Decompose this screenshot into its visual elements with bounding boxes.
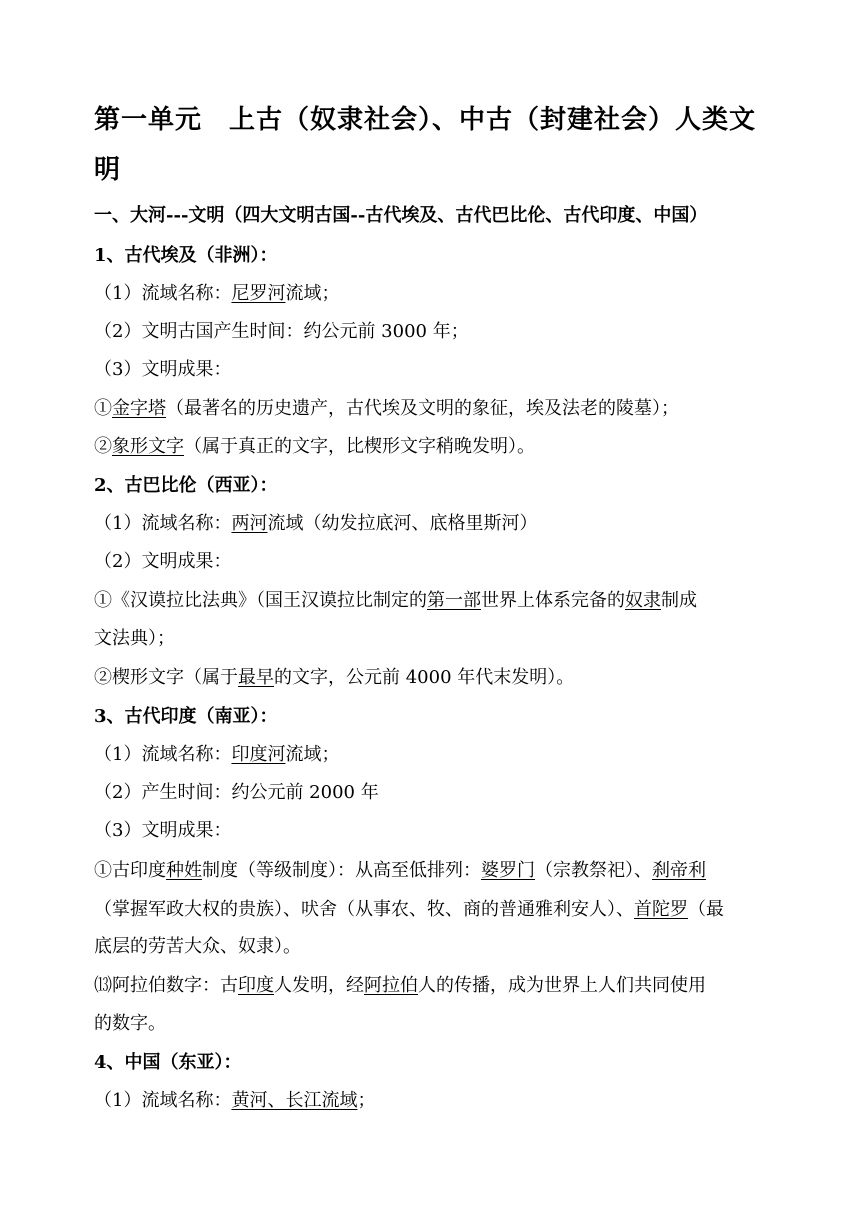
india-time: （2）产生时间：约公元前 2000 年 (94, 782, 379, 803)
text: 流域（幼发拉底河、底格里斯河） (267, 513, 538, 534)
section-heading: 一、大河---文明（四大文明古国--古代埃及、古代巴比伦、古代印度、中国） (94, 205, 708, 226)
text: （最 (688, 899, 724, 920)
text: ⒀阿拉伯数字：古 (94, 975, 238, 996)
text: ②楔形文字（属于 (94, 667, 238, 688)
text: （宗教祭祀）、 (535, 860, 652, 881)
india-item-2-cont: 的数字。 (94, 1013, 166, 1034)
underlined-term: 黄河、长江流域 (231, 1090, 358, 1111)
underlined-term: 印度 (238, 975, 274, 996)
text: 流域； (285, 283, 340, 304)
india-item-2 (94, 974, 706, 998)
underlined-term: 尼罗河 (231, 283, 286, 304)
underlined-term: 婆罗门 (481, 860, 535, 881)
label: （1）流域名称： (94, 744, 232, 765)
text: 人发明，经 (274, 975, 364, 996)
egypt-basin (94, 282, 339, 306)
text: 世界上体系完备的 (481, 590, 625, 611)
text: ； (357, 1090, 376, 1111)
underlined-term: 最早 (238, 667, 274, 688)
babylon-item-1 (94, 589, 697, 613)
underlined-term: 第一部 (427, 590, 481, 611)
india-item-1 (94, 859, 706, 883)
text: （属于真正的文字，比楔形文字稍晚发明）。 (184, 436, 535, 457)
babylon-heading: 2、古巴比伦（西亚）： (94, 475, 278, 496)
marker: ① (94, 398, 112, 419)
egypt-item-1 (94, 397, 679, 421)
label: （1）流域名称： (94, 513, 232, 534)
text: 人的传播，成为世界上人们共同使用 (418, 975, 706, 996)
underlined-term: 两河 (231, 513, 268, 534)
underlined-term: 印度河 (231, 744, 286, 765)
underlined-term: 种姓 (166, 860, 202, 881)
babylon-basin (94, 512, 537, 536)
egypt-time: （2）文明古国产生时间：约公元前 3000 年； (94, 321, 469, 342)
marker: ② (94, 436, 112, 457)
unit-title: 第一单元 上古（奴隶社会）、中古（封建社会）人类文 (94, 105, 757, 135)
text: 的文字，公元前 4000 年代末发明）。 (274, 667, 575, 688)
unit-title-cont: 明 (94, 155, 122, 185)
underlined-term: 象形文字 (112, 436, 184, 457)
india-item-1-cont (94, 898, 724, 922)
underlined-term: 阿拉伯 (364, 975, 418, 996)
babylon-achievements-label: （2）文明成果： (94, 551, 232, 572)
underlined-term: 金字塔 (112, 398, 166, 419)
india-basin (94, 743, 339, 767)
china-basin (94, 1089, 375, 1113)
egypt-achievements-label: （3）文明成果： (94, 359, 232, 380)
india-item-1-cont-2: 底层的劳苦大众、奴隶）。 (94, 936, 301, 957)
babylon-item-1-cont: 文法典）； (94, 628, 175, 649)
underlined-term: 刹帝利 (652, 860, 706, 881)
text: ①《汉谟拉比法典》（国王汉谟拉比制定的 (94, 590, 427, 611)
babylon-item-2 (94, 666, 574, 690)
text: 流域； (285, 744, 340, 765)
text: 制成 (661, 590, 697, 611)
text: （掌握军政大权的贵族）、吠舍（从事农、牧、商的普通雅利安人）、 (94, 899, 634, 920)
text: （最著名的历史遗产，古代埃及文明的象征，埃及法老的陵墓）； (166, 398, 679, 419)
label: （1）流域名称： (94, 1090, 232, 1111)
underlined-term: 首陀罗 (634, 899, 688, 920)
india-heading: 3、古代印度（南亚）： (94, 706, 278, 727)
china-heading: 4、中国（东亚）： (94, 1052, 242, 1073)
label: （1）流域名称： (94, 283, 232, 304)
india-achievements-label: （3）文明成果： (94, 820, 232, 841)
text: ①古印度 (94, 860, 166, 881)
text: 制度（等级制度）：从高至低排列： (202, 860, 481, 881)
egypt-item-2 (94, 435, 535, 459)
underlined-term: 奴隶 (625, 590, 661, 611)
egypt-heading: 1、古代埃及（非洲）： (94, 245, 278, 266)
